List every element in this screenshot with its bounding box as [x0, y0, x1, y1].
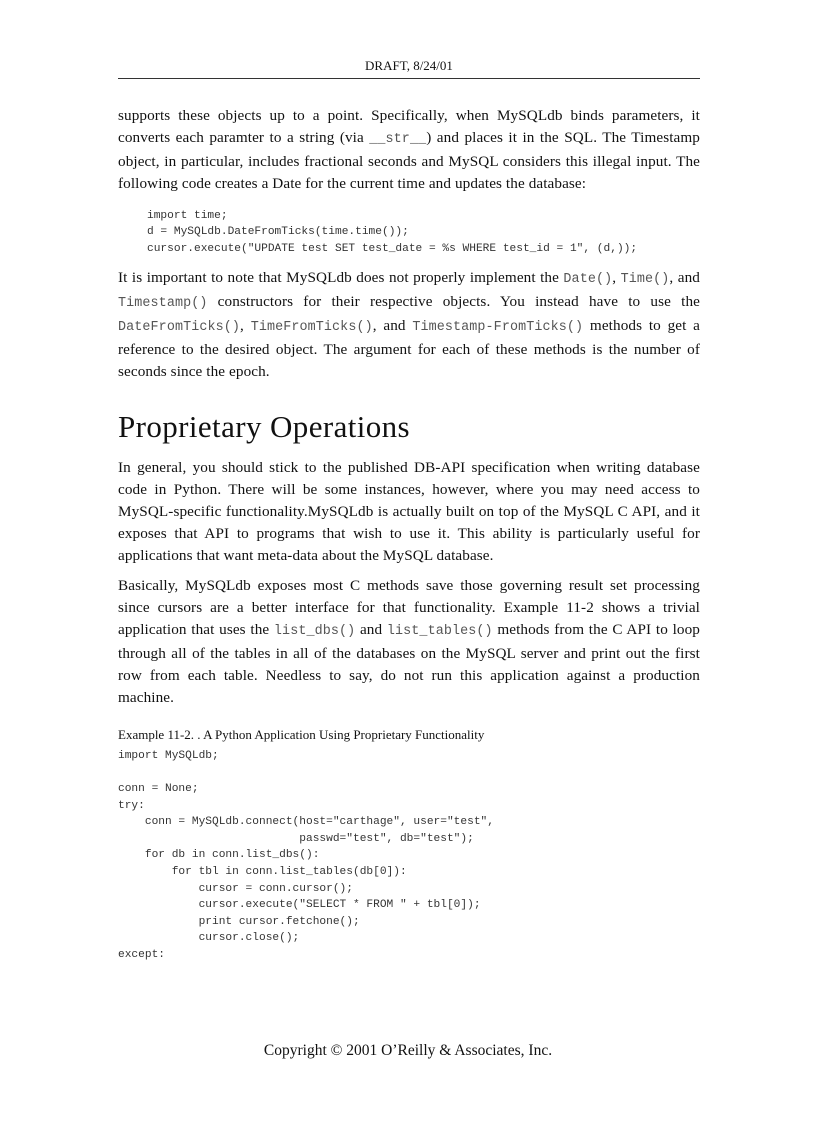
inline-code: Time() [620, 272, 670, 288]
paragraph-constructors-note [118, 267, 700, 383]
paragraph-general: In general, you should stick to the published DB-API specification when writing database code in Python. There will be some instances, however, where you may need access to MySQL-specific functionality.MySQLdb is actually built on top of the MySQL C API, and it exposes that API to programs that wish to use it. This ability is particularly useful for applications that want meta-data about the MySQL database. [118, 458, 700, 564]
inline-code: list_tables() [386, 624, 493, 640]
text-run: , [612, 269, 621, 287]
section-heading: Proprietary Operations [118, 408, 411, 444]
inline-code: Date() [563, 272, 613, 288]
text-run: methods from the C API to loop through all of the tables in all of the databases on the MySQL server and print out the first row from each table. Needless to say, do not run this application against a production machine. [118, 621, 700, 706]
text-run: ) and places it in the SQL. The Timestamp object, in particular, includes fractional seconds and MySQL considers this illegal input. The following code creates a Date for the current time and updates the database: [118, 128, 700, 192]
paragraph-c-methods [118, 575, 700, 708]
text-run: and [355, 621, 387, 639]
inline-code: Timestamp() [118, 296, 208, 312]
copyright-text: Copyright © 2001 O’Reilly & Associates, Inc. [263, 1042, 553, 1059]
text-run: , and [372, 317, 413, 335]
page-header [118, 58, 700, 79]
page-footer [0, 1042, 816, 1060]
inline-code: DateFromTicks() [118, 320, 241, 336]
text-run: constructors for their respective objects. You instead have to use the [207, 293, 700, 311]
example-caption: Example 11-2. . A Python Application Using Proprietary Functionality [118, 726, 485, 742]
paragraph-timestamp-support [118, 105, 700, 195]
page-content [118, 105, 700, 964]
text-run: methods to get a reference to the desired object. The argument for each of these methods is the number of seconds since the epoch. [118, 317, 700, 381]
text-run: , [240, 317, 251, 335]
inline-code: __str__ [369, 131, 427, 147]
inline-code: Timestamp-FromTicks() [412, 320, 584, 336]
inline-code: list_dbs() [273, 624, 356, 640]
text-run: It is important to note that MySQLdb does not properly implement the [118, 269, 564, 287]
inline-code: TimeFromTicks() [250, 320, 373, 336]
code-block-date-example: import time; d = MySQLdb.DateFromTicks(time.time()); cursor.execute("UPDATE test SET test_date = %s WHERE test_id = 1", (d,)); [147, 209, 638, 255]
draft-label: DRAFT, 8/24/01 [365, 58, 453, 73]
text-run: , and [669, 269, 700, 287]
text-run: Basically, MySQLdb exposes most C methods save those governing result set processing since cursors are a better interface for that functionality. Example 11-2 shows a trivial application that uses the [118, 577, 700, 639]
code-block-example-11-2: import MySQLdb; conn = None; try: conn = MySQLdb.connect(host="carthage", user="test", passwd="test", db="test"); for db in conn.list_dbs(): for tbl in conn.list_tables(db[0]): cursor = conn.cursor(); cursor.execute("SELECT * FROM " + tbl[0]); print cursor.fetchone(); cursor.close(); except: [118, 749, 494, 962]
text-run: supports these objects up to a point. Specifically, when MySQLdb binds parameters, it converts each paramter to a string (via [118, 107, 700, 146]
